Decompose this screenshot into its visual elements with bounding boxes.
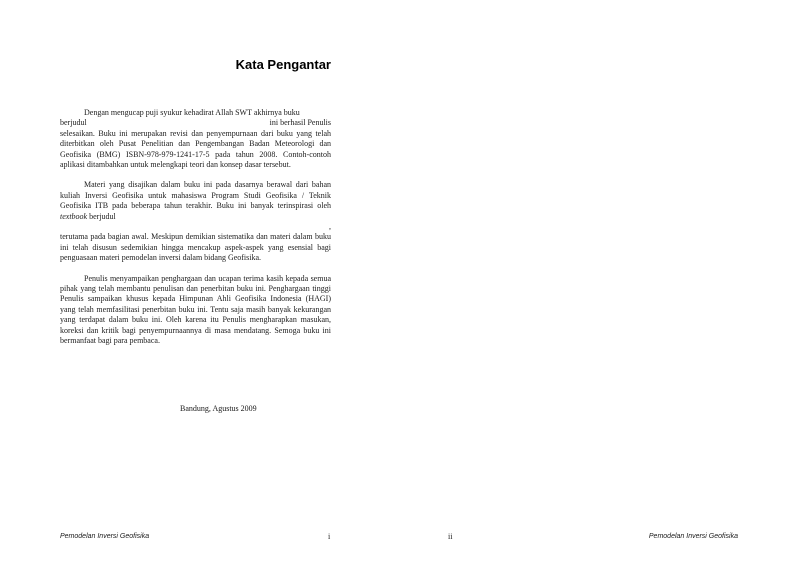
- p1-rest: selesaikan. Buku ini merupakan revisi dan penyempurnaan dari buku yang telah diterbitkan oleh Pusat Penelitian dan Pengembangan Badan Meteorologi dan Geofisika (BMG) ISBN-978-979-1241-17-5 pada tahun 2008. Contoh-contoh aplikasi ditambahkan untuk melengkapi teori dan konsep dasar tersebut.: [60, 128, 331, 170]
- footer-book-title: Pemodelan Inversi Geofisika: [60, 533, 150, 540]
- paragraph-3: Penulis menyampaikan penghargaan dan ucapan terima kasih kepada semua pihak yang telah membantu penulisan dan penerbitan buku ini. Penghargaan tinggi Penulis sampaikan khusus kepada Himpunan Ahli Geofisika Indonesia (HAGI) yang telah memfasilitasi penerbitan buku ini. Tentu saja masih banyak kekurangan yang terdapat dalam buku ini. Oleh karena itu Penulis mengharapkan masukan, koreksi dan kritik bagi penyempurnaannya di masa mendatang. Semoga buku ini bermanfaat bagi para pembaca.: [60, 273, 331, 346]
- p1-line2: [60, 118, 331, 128]
- footer-book-title-right: Pemodelan Inversi Geofisika: [648, 533, 738, 540]
- p1-line1: Dengan mengucap puji syukur kehadirat Allah SWT akhirnya buku: [84, 108, 300, 117]
- p1-line2-start: berjudul: [60, 118, 87, 128]
- p2-after: berjudul: [89, 211, 116, 221]
- p2-text: [60, 180, 331, 222]
- signature-date: Bandung, Agustus 2009: [180, 404, 257, 413]
- p1-line2-end: ini berhasil Penulis: [269, 118, 331, 128]
- paragraph-1: [60, 108, 331, 170]
- p2-main: Materi yang disajikan dalam buku ini pada dasarnya berawal dari bahan kuliah Inversi Geofisika untuk mahasiswa Program Studi Geofisika / Teknik Geofisika ITB pada beberapa tahun terakhir. Buku ini banyak terinspirasi oleh: [60, 180, 331, 211]
- p2-textbook: textbook: [60, 211, 88, 221]
- p2-rest: terutama pada bagian awal. Meskipun demikian sistematika dan materi dalam buku ini telah disusun sedemikian hingga mencakup aspek-aspek yang esensial bagi penguasaan materi pemodelan inversi dalam bidang Geofisika.: [60, 232, 331, 263]
- p2-comma: ,: [329, 222, 331, 232]
- preface-body: [60, 108, 331, 347]
- page-number-right: ii: [448, 532, 453, 541]
- right-page: [400, 0, 800, 565]
- paragraph-2: [60, 180, 331, 263]
- page-number-left: i: [328, 532, 331, 541]
- page-title: Kata Pengantar: [235, 57, 331, 72]
